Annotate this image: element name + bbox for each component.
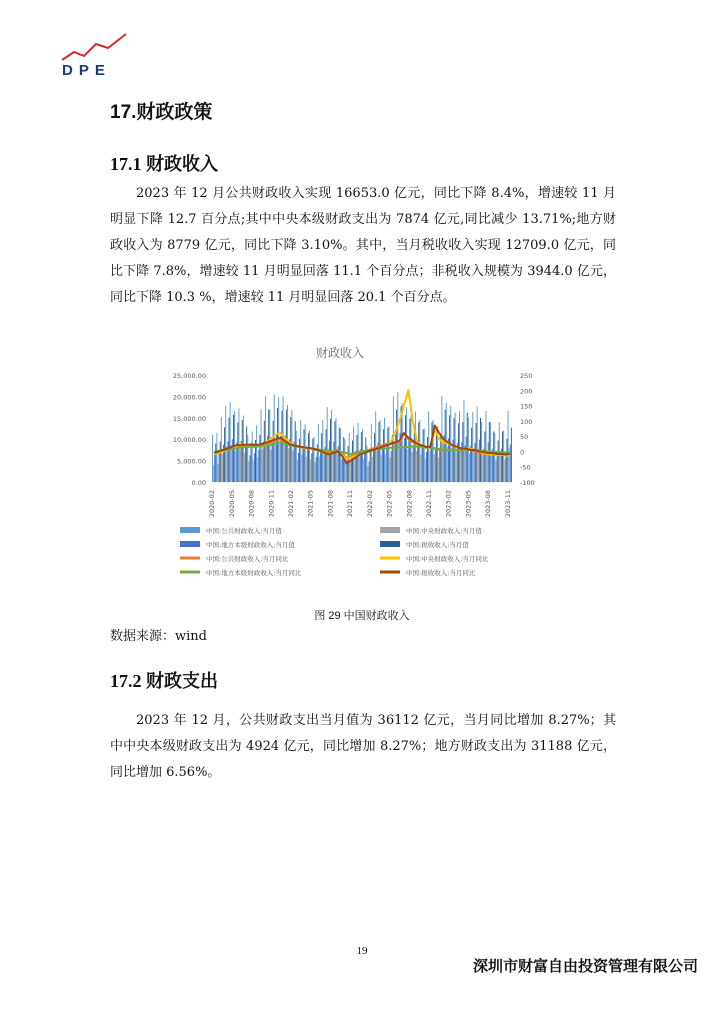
bar [275,441,276,482]
logo-swoosh-icon [62,34,126,60]
bar [411,415,412,482]
bar [352,440,353,482]
bar [460,451,461,482]
y-right-tick-label: -50 [520,463,531,472]
bar [332,450,333,482]
legend-swatch [180,541,200,547]
bar [457,443,458,482]
bar [390,458,391,482]
bar [256,426,257,483]
bar [321,433,322,482]
bar [300,420,301,482]
bar [386,446,387,482]
bar [416,451,417,482]
bar [331,410,332,482]
y-left-tick-label: 25,000.00 [172,372,206,380]
legend-label: 中国:地方本级财政收入:当月同比 [206,569,302,577]
bar [364,452,365,482]
x-tick-label: 2022-05 [385,490,394,518]
bar [418,423,419,482]
bar [422,447,423,482]
bar [215,443,216,482]
bar [419,420,420,482]
bar [385,454,386,482]
bar [294,441,295,482]
bar [302,447,303,482]
y-right-tick-label: 0 [520,448,525,457]
bar [406,407,407,482]
bar [265,396,266,482]
bar [277,408,278,482]
y-right-tick-label: 200 [520,387,533,396]
bar [244,453,245,482]
y-left-tick-label: 20,000.00 [172,393,206,402]
bar [368,466,369,482]
y-right-tick-label: 250 [520,372,533,380]
revenue-chart [150,335,535,590]
bar [242,420,243,482]
bar [362,429,363,482]
bar [462,422,463,482]
bar [293,451,294,482]
bar [318,424,319,482]
legend-label: 中国:税收收入:当月值 [406,541,469,549]
bar [354,458,355,482]
y-left-tick-label: 15,000.00 [172,414,206,423]
bar [445,410,446,482]
bar [449,415,450,482]
bar [504,459,505,482]
bar [254,453,255,482]
bar [477,406,478,482]
bar [315,462,316,482]
bar [286,410,287,482]
bar [246,426,247,482]
bar [482,455,483,482]
bar [251,443,252,482]
bar [272,441,273,482]
bar [426,452,427,482]
bar [423,429,424,482]
bar [270,450,271,482]
bar [413,445,414,482]
bar [387,428,388,482]
legend-label: 中国:公共财政收入:当月同比 [206,555,289,563]
bar [391,451,392,482]
bar [403,447,404,482]
section-title: 17.财政政策 [110,102,213,123]
bar [309,431,310,482]
bar [365,437,366,482]
bar [424,429,425,483]
bar [257,458,258,482]
bar [397,392,398,482]
bar [225,406,226,482]
bar [431,423,432,482]
bar [372,457,373,482]
legend-label: 中国:中央财政收入:当月同比 [406,555,489,563]
bar [213,465,214,482]
bar [329,440,330,482]
bar [359,456,360,482]
bar [472,412,473,482]
legend-label: 中国:地方本级财政收入:当月值 [206,541,295,549]
bar [458,423,459,482]
data-source: 数据来源：wind [110,629,207,644]
bar [274,394,275,482]
bar [374,433,375,482]
bar [484,432,485,483]
bar [311,453,312,482]
bar [447,446,448,482]
bar [333,442,334,482]
bar [347,458,348,482]
bar [337,454,338,482]
bar [259,435,260,482]
bar [508,411,509,482]
bar [425,458,426,482]
legend-label: 中国:税收收入:当月同比 [406,569,476,577]
bar [273,421,274,482]
bar [345,464,346,482]
bar [488,442,489,482]
bar [288,448,289,482]
bar [456,452,457,482]
bar [310,459,311,482]
bar [319,457,320,482]
logo-text: DPE [62,62,111,79]
bar [250,455,251,482]
legend-swatch [180,527,200,533]
bar [216,433,217,482]
bar [248,461,249,482]
bar [214,452,215,482]
x-tick-label: 2023-11 [503,490,512,518]
bar [373,449,374,482]
y-right-tick-label: 150 [520,402,533,411]
bar [266,443,267,482]
bar [382,447,383,482]
x-tick-label: 2020-11 [267,490,276,518]
bar [407,449,408,482]
bar [429,451,430,482]
bar [383,429,384,482]
bar [350,461,351,482]
bar [463,400,464,482]
bar [404,438,405,482]
x-tick-label: 2022-08 [405,490,414,518]
bar [247,435,248,482]
bar [284,443,285,482]
revenue-paragraph [110,181,616,311]
bar [451,448,452,482]
y-right-tick-label: 100 [520,417,533,426]
y-right-tick-label: 50 [520,433,529,442]
bar [281,411,282,482]
y-left-tick-label: 10,000.00 [172,436,206,445]
bar [326,429,327,482]
bar [218,464,219,482]
bar [262,449,263,482]
bar [220,441,221,482]
bar [276,435,277,482]
bar [498,440,499,482]
bar [506,439,507,482]
legend-swatch [380,541,400,547]
bar [511,428,512,482]
bar [301,455,302,482]
bar [379,422,380,482]
x-tick-label: 2023-05 [464,490,473,518]
x-tick-label: 2022-11 [424,490,433,518]
bar [341,459,342,482]
bar [409,419,410,482]
page-number: 19 [356,945,368,957]
bar [327,407,328,482]
bar [466,437,467,482]
bar [380,420,381,482]
y-left-tick-label: 5,000.00 [177,457,206,466]
bar [304,429,305,482]
bar [243,416,244,482]
bar [500,455,501,482]
bar [371,424,372,482]
bar [412,452,413,482]
bar [376,451,377,482]
bar [369,461,370,482]
bar [290,417,291,482]
bar [258,450,259,482]
bar [307,449,308,482]
bar [441,396,442,482]
company-name: 深圳市财富自由投资管理有限公司 [472,959,698,975]
x-tick-label: 2021-02 [287,490,296,518]
bar [231,445,232,482]
bar [417,443,418,482]
bar [510,444,511,482]
bar [235,451,236,482]
bar [384,418,385,482]
bar [439,451,440,482]
bar [264,421,265,482]
bar [224,427,225,482]
bar [505,453,506,482]
bar [212,435,213,482]
bar [436,429,437,482]
revenue-text: 2023 年 12 月公共财政收入实现 16653.0 亿元，同比下降 8.4%，增速较 11 月明显下降 12.7 百分点;其中中央本级财政支出为 7874 亿元,同比减少 13.71%;地方财政收入为 8779 亿元，同比下降 3.10%。其中，当月税收收入实现 12709.0 亿元，同比下降 7.8%，增速较 11 月明显回落 11.1 个百分点；非税收入规模为 3944.0 亿元，同比下降 10.3 %，增速较 11 月明显回落 20.1 个百分点。 [110,186,616,305]
bar [467,413,468,482]
bar [323,455,324,482]
y-left-tick-label: 0.00 [191,479,206,487]
x-tick-label: 2022-02 [365,490,374,518]
bar [252,432,253,483]
subsection-title-revenue: 17.1 财政收入 [110,154,218,174]
x-tick-label: 2023-08 [484,490,493,518]
bar [316,457,317,482]
bar [222,454,223,482]
bar [493,432,494,483]
legend-label: 中国:中央财政收入:当月值 [406,527,482,535]
bar [306,457,307,482]
bar [295,421,296,482]
bar [494,433,495,482]
bar [491,455,492,482]
bar [363,459,364,482]
bar [394,443,395,482]
x-tick-label: 2020-05 [227,490,236,518]
expenditure-paragraph [110,708,616,786]
bar [479,440,480,482]
bar [312,439,313,482]
chart-title: 财政收入 [315,346,365,360]
bar [308,433,309,482]
bar [495,461,496,482]
subsection-title-expenditure: 17.2 财政支出 [110,671,218,691]
bar [240,449,241,482]
bar [435,447,436,482]
bar [473,451,474,482]
bar [471,428,472,482]
x-tick-label: 2023-02 [444,490,453,518]
bar [279,443,280,482]
bar [237,423,238,482]
bar [298,453,299,482]
legend-label: 中国:公共财政收入:当月值 [206,527,282,535]
bar [296,431,297,482]
bar [497,454,498,482]
figure-caption: 图 29 中国财政收入 [314,610,410,622]
bar [348,446,349,482]
bar [305,424,306,482]
bar [253,460,254,482]
bar [427,437,428,482]
bar [470,446,471,482]
bar [313,437,314,482]
bar [381,455,382,482]
bar [396,410,397,482]
x-tick-label: 2021-05 [306,490,315,518]
bar [438,458,439,482]
bar [245,445,246,482]
bar [469,454,470,482]
bar [405,415,406,482]
x-tick-label: 2021-08 [326,490,335,518]
bar [226,446,227,482]
x-tick-label: 2020-08 [247,490,256,518]
legend-swatch [380,527,400,533]
bar [320,449,321,482]
bar [230,402,231,482]
bar [388,426,389,482]
bar [219,451,220,482]
bar [459,411,460,482]
bar [356,435,357,482]
x-tick-label: 2020-02 [208,490,217,518]
bar [440,435,441,482]
bar [502,432,503,483]
x-tick-label: 2021-11 [346,490,355,518]
bar [361,432,362,482]
bar [297,460,298,482]
bar [434,455,435,482]
bar [486,411,487,482]
expenditure-text: 2023 年 12 月，公共财政支出当月值为 36112 亿元，当月同比增加 8.27%；其中中央本级财政支出为 4924 亿元，同比增加 8.27%；地方财政支出为 31188 亿元，同比增加 6.56%。 [110,713,616,780]
bar [420,455,421,482]
bar [370,452,371,482]
y-right-tick-label: -100 [520,479,535,487]
